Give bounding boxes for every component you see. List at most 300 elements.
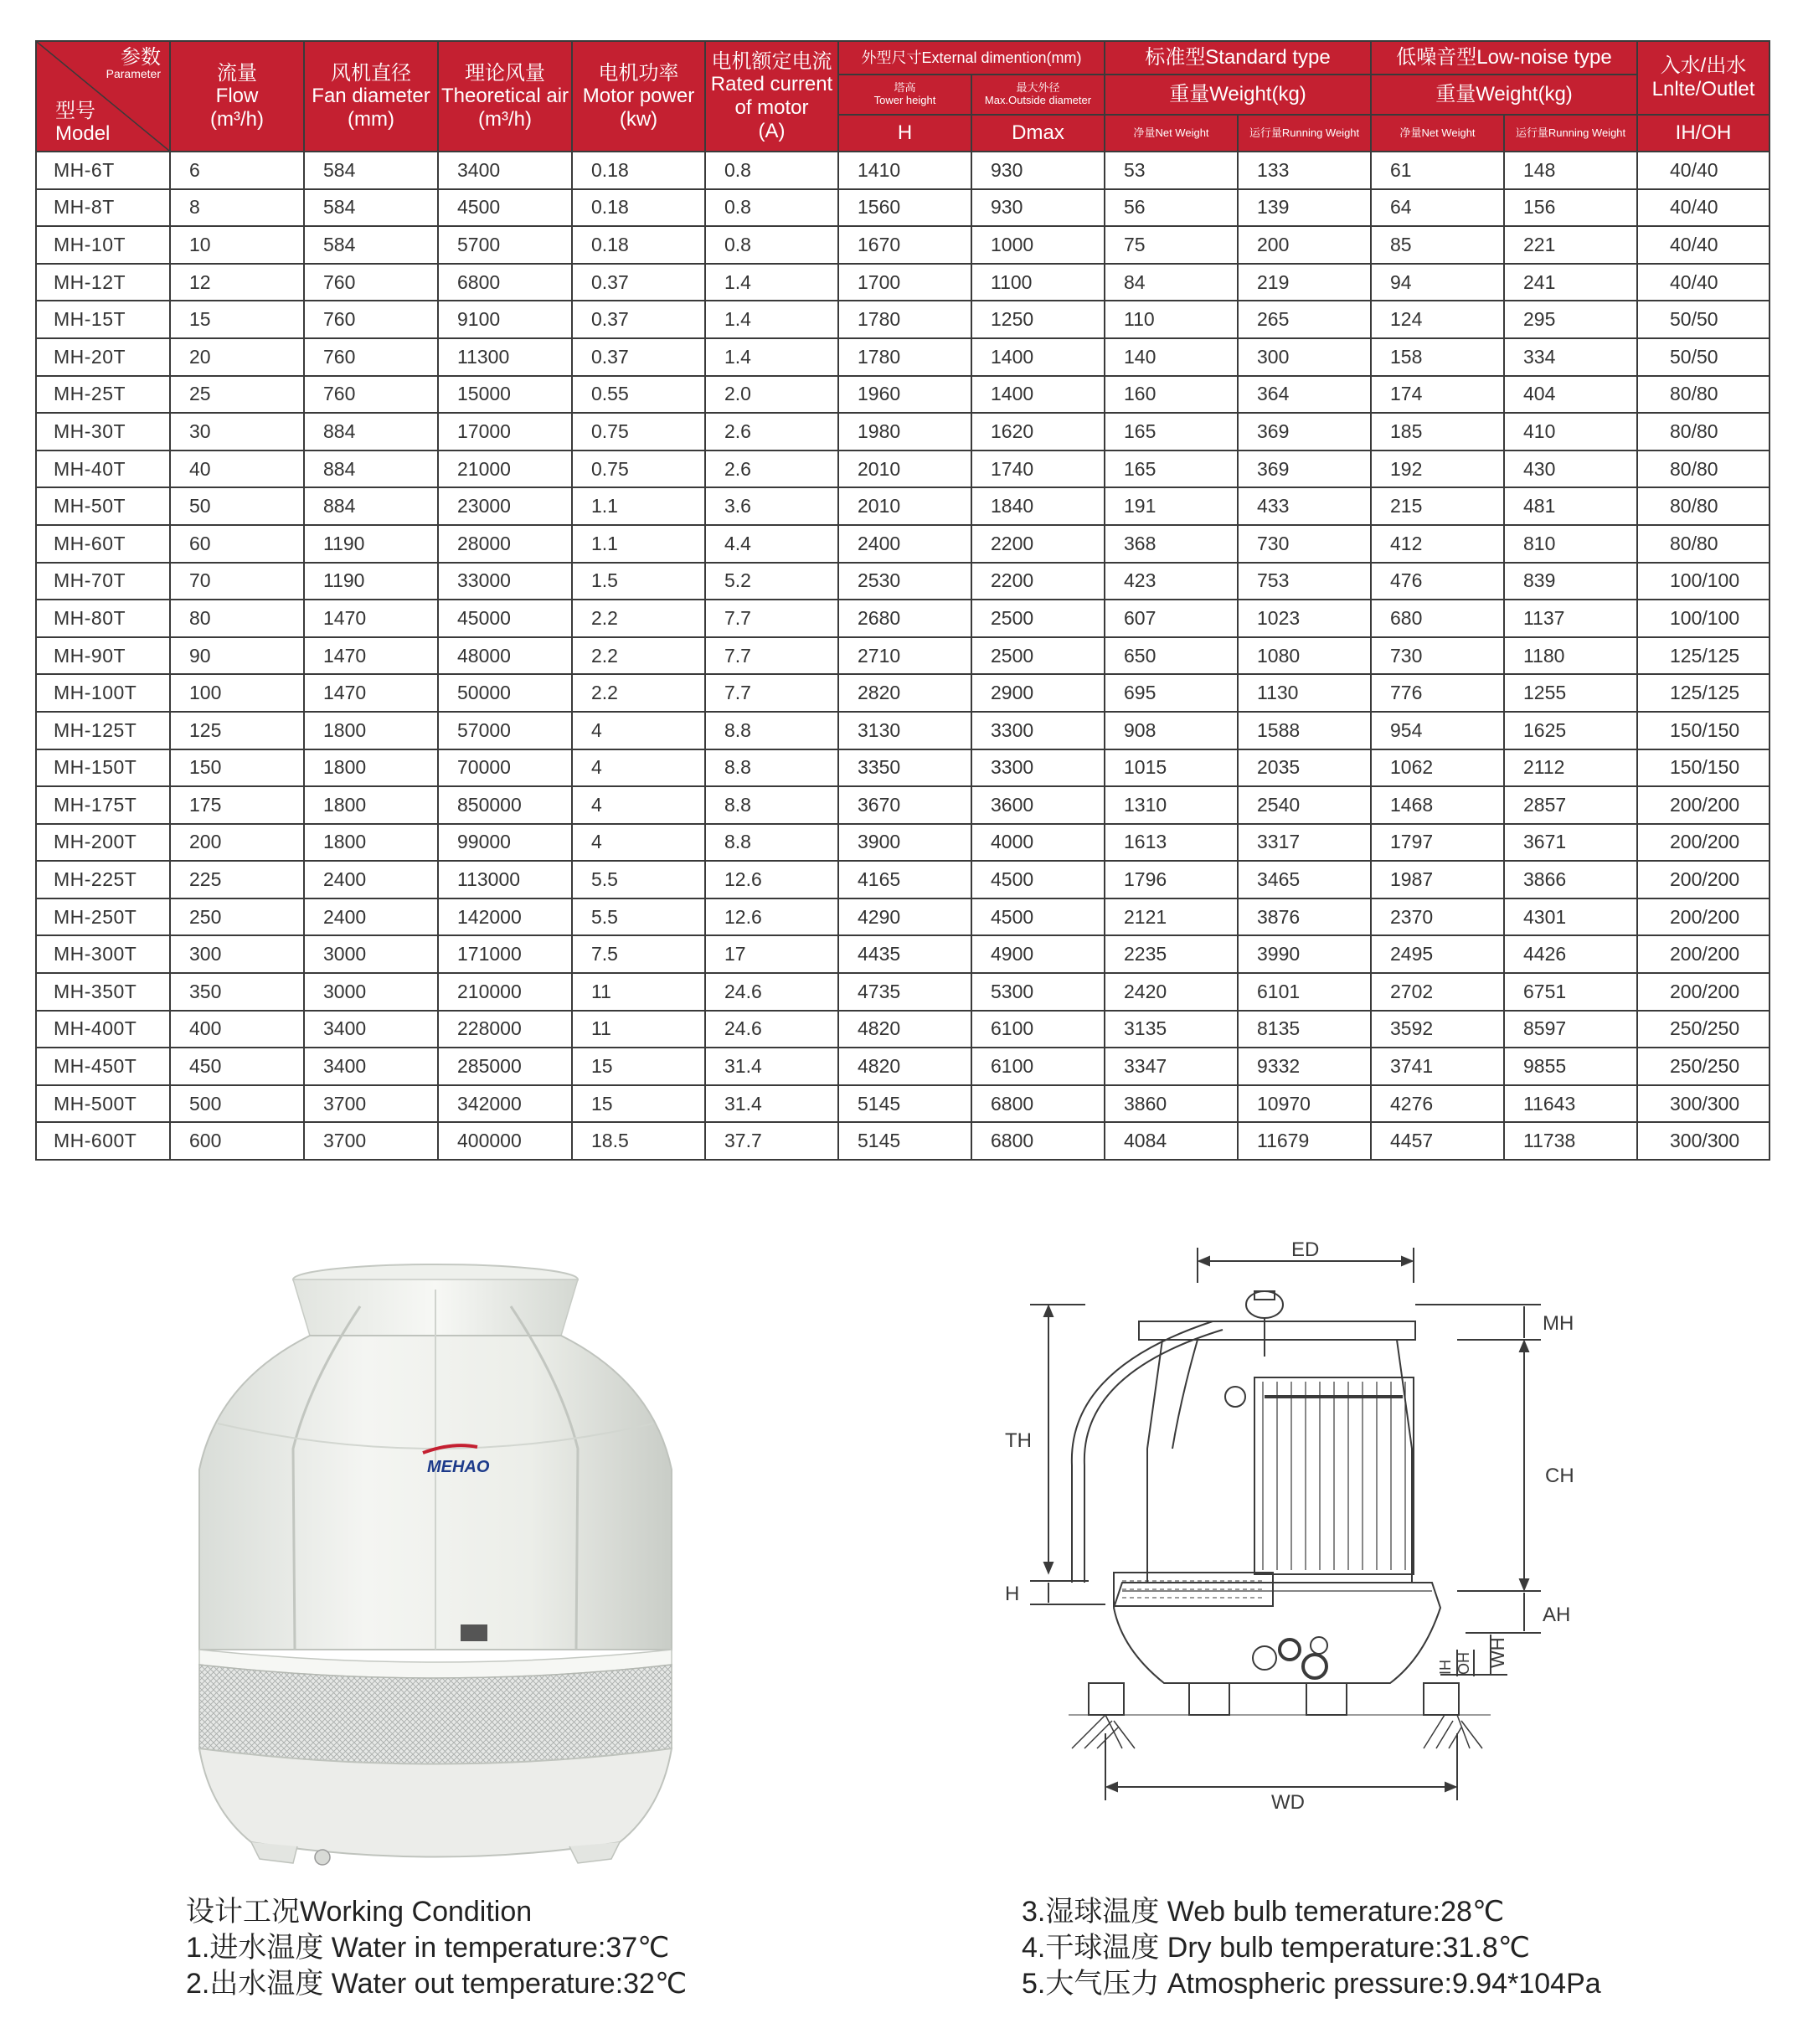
- cell-inlet-outlet: 250/250: [1637, 1048, 1770, 1085]
- cell-low-net-weight: 730: [1371, 637, 1504, 675]
- working-condition-left: [186, 1894, 687, 2002]
- cell-tower-height: 1560: [838, 189, 971, 227]
- cell-tower-height: 1780: [838, 338, 971, 376]
- cell-std-running-weight: 3990: [1238, 935, 1371, 973]
- cell-inlet-outlet: 80/80: [1637, 413, 1770, 451]
- cell-fan-diameter: 760: [304, 264, 438, 301]
- cell-std-running-weight: 1130: [1238, 674, 1371, 712]
- cell-rated-current: 8.8: [705, 786, 838, 824]
- cell-inlet-outlet: 200/200: [1637, 861, 1770, 898]
- cell-model: MH-300T: [36, 935, 170, 973]
- header-fan-diameter: 风机直径 Fan diameter (mm): [304, 41, 438, 152]
- cell-flow: 50: [170, 487, 304, 525]
- cell-max-diameter: 1400: [971, 338, 1105, 376]
- cell-tower-height: 4435: [838, 935, 971, 973]
- cell-fan-diameter: 884: [304, 451, 438, 488]
- cell-motor-power: 0.18: [572, 189, 705, 227]
- condition-item: 1.进水温度 Water in temperature:37℃: [186, 1932, 670, 1964]
- table-row: [36, 152, 1770, 189]
- cell-motor-power: 4: [572, 824, 705, 862]
- cell-max-diameter: 930: [971, 152, 1105, 189]
- cell-inlet-outlet: 80/80: [1637, 525, 1770, 563]
- cell-rated-current: 2.6: [705, 413, 838, 451]
- header-h-symbol: H: [838, 115, 971, 152]
- cell-motor-power: 0.75: [572, 413, 705, 451]
- cell-flow: 12: [170, 264, 304, 301]
- cell-model: MH-8T: [36, 189, 170, 227]
- table-row: [36, 637, 1770, 675]
- cell-fan-diameter: 2400: [304, 898, 438, 936]
- cell-flow: 8: [170, 189, 304, 227]
- cell-rated-current: 24.6: [705, 973, 838, 1011]
- cell-std-net-weight: 1796: [1105, 861, 1238, 898]
- table-row: [36, 973, 1770, 1011]
- table-row: [36, 301, 1770, 338]
- cell-theoretical-air: 23000: [438, 487, 572, 525]
- cell-rated-current: 31.4: [705, 1048, 838, 1085]
- condition-item: 2.出水温度 Water out temperature:32℃: [186, 1968, 688, 2000]
- header-param-model: [36, 41, 170, 152]
- svg-text:MEHAO: MEHAO: [427, 1458, 490, 1476]
- cell-model: MH-6T: [36, 152, 170, 189]
- cell-motor-power: 15: [572, 1085, 705, 1123]
- cell-theoretical-air: 4500: [438, 189, 572, 227]
- cell-motor-power: 0.55: [572, 376, 705, 414]
- cell-std-net-weight: 607: [1105, 600, 1238, 637]
- cell-low-running-weight: 148: [1504, 152, 1637, 189]
- cell-rated-current: 7.7: [705, 637, 838, 675]
- cell-low-net-weight: 185: [1371, 413, 1504, 451]
- cell-tower-height: 2820: [838, 674, 971, 712]
- cell-low-running-weight: 156: [1504, 189, 1637, 227]
- cell-std-running-weight: 3465: [1238, 861, 1371, 898]
- cell-inlet-outlet: 200/200: [1637, 973, 1770, 1011]
- cell-motor-power: 0.18: [572, 152, 705, 189]
- cell-max-diameter: 4500: [971, 898, 1105, 936]
- cell-theoretical-air: 342000: [438, 1085, 572, 1123]
- cell-rated-current: 1.4: [705, 264, 838, 301]
- cell-tower-height: 4820: [838, 1011, 971, 1048]
- header-inlet-outlet: 入水/出水 Lnlte/Outlet: [1637, 41, 1770, 115]
- air-inlet-mesh: [199, 1665, 672, 1764]
- header-motor-power: 电机功率 Motor power (kw): [572, 41, 705, 152]
- cell-theoretical-air: 21000: [438, 451, 572, 488]
- cell-std-net-weight: 1310: [1105, 786, 1238, 824]
- cell-theoretical-air: 33000: [438, 563, 572, 600]
- cell-tower-height: 4820: [838, 1048, 971, 1085]
- condition-item: 4.干球温度 Dry bulb temperature:31.8℃: [1022, 1932, 1530, 1964]
- cell-low-net-weight: 174: [1371, 376, 1504, 414]
- cell-max-diameter: 1400: [971, 376, 1105, 414]
- cell-std-running-weight: 133: [1238, 152, 1371, 189]
- cell-motor-power: 2.2: [572, 674, 705, 712]
- cell-std-net-weight: 84: [1105, 264, 1238, 301]
- cell-flow: 90: [170, 637, 304, 675]
- cell-fan-diameter: 760: [304, 338, 438, 376]
- cell-std-running-weight: 3317: [1238, 824, 1371, 862]
- cell-max-diameter: 2900: [971, 674, 1105, 712]
- cell-rated-current: 31.4: [705, 1085, 838, 1123]
- cell-std-running-weight: 10970: [1238, 1085, 1371, 1123]
- cell-theoretical-air: 850000: [438, 786, 572, 824]
- cell-tower-height: 4165: [838, 861, 971, 898]
- cell-inlet-outlet: 125/125: [1637, 674, 1770, 712]
- cell-rated-current: 0.8: [705, 226, 838, 264]
- cell-low-net-weight: 412: [1371, 525, 1504, 563]
- cell-flow: 400: [170, 1011, 304, 1048]
- cell-rated-current: 12.6: [705, 898, 838, 936]
- cell-rated-current: 12.6: [705, 861, 838, 898]
- cell-low-running-weight: 2857: [1504, 786, 1637, 824]
- cell-rated-current: 17: [705, 935, 838, 973]
- cell-flow: 6: [170, 152, 304, 189]
- table-row: [36, 749, 1770, 787]
- cell-inlet-outlet: 200/200: [1637, 935, 1770, 973]
- table-row: [36, 600, 1770, 637]
- cell-model: MH-70T: [36, 563, 170, 600]
- table-row: [36, 1011, 1770, 1048]
- cell-max-diameter: 1250: [971, 301, 1105, 338]
- cell-std-net-weight: 1015: [1105, 749, 1238, 787]
- cell-low-running-weight: 241: [1504, 264, 1637, 301]
- cell-low-net-weight: 1468: [1371, 786, 1504, 824]
- cell-low-net-weight: 1062: [1371, 749, 1504, 787]
- cell-model: MH-350T: [36, 973, 170, 1011]
- table-header: [36, 41, 1770, 152]
- cell-std-running-weight: 369: [1238, 451, 1371, 488]
- cell-model: MH-150T: [36, 749, 170, 787]
- header-dmax-symbol: Dmax: [971, 115, 1105, 152]
- cell-fan-diameter: 884: [304, 487, 438, 525]
- param-label: 参数 Parameter: [106, 46, 161, 81]
- cell-fan-diameter: 760: [304, 376, 438, 414]
- cell-low-running-weight: 3671: [1504, 824, 1637, 862]
- cell-rated-current: 7.7: [705, 600, 838, 637]
- cell-model: MH-40T: [36, 451, 170, 488]
- cell-fan-diameter: 584: [304, 226, 438, 264]
- cell-model: MH-10T: [36, 226, 170, 264]
- cell-rated-current: 8.8: [705, 712, 838, 749]
- header-theoretical-air: 理论风量 Theoretical air (m³/h): [438, 41, 572, 152]
- cell-std-running-weight: 1588: [1238, 712, 1371, 749]
- cell-low-net-weight: 2370: [1371, 898, 1504, 936]
- cell-motor-power: 0.18: [572, 226, 705, 264]
- cell-tower-height: 1780: [838, 301, 971, 338]
- cell-theoretical-air: 50000: [438, 674, 572, 712]
- cell-std-net-weight: 908: [1105, 712, 1238, 749]
- cell-flow: 150: [170, 749, 304, 787]
- cell-rated-current: 2.0: [705, 376, 838, 414]
- cell-flow: 350: [170, 973, 304, 1011]
- cell-fan-diameter: 584: [304, 152, 438, 189]
- cell-tower-height: 2010: [838, 487, 971, 525]
- cell-std-running-weight: 200: [1238, 226, 1371, 264]
- label-th: TH: [1005, 1429, 1032, 1452]
- cell-inlet-outlet: 250/250: [1637, 1011, 1770, 1048]
- cell-max-diameter: 2200: [971, 563, 1105, 600]
- header-external-dimension: 外型尺寸External dimention(mm): [838, 41, 1105, 75]
- cell-std-net-weight: 3860: [1105, 1085, 1238, 1123]
- cell-std-running-weight: 8135: [1238, 1011, 1371, 1048]
- table-row: [36, 1122, 1770, 1160]
- cell-max-diameter: 1100: [971, 264, 1105, 301]
- cell-inlet-outlet: 50/50: [1637, 301, 1770, 338]
- cell-tower-height: 2010: [838, 451, 971, 488]
- cell-rated-current: 4.4: [705, 525, 838, 563]
- table-row: [36, 824, 1770, 862]
- table-row: [36, 898, 1770, 936]
- cell-fan-diameter: 1470: [304, 600, 438, 637]
- cell-fan-diameter: 3000: [304, 935, 438, 973]
- cell-low-running-weight: 1255: [1504, 674, 1637, 712]
- cell-tower-height: 4290: [838, 898, 971, 936]
- cell-theoretical-air: 57000: [438, 712, 572, 749]
- cell-flow: 25: [170, 376, 304, 414]
- cell-model: MH-100T: [36, 674, 170, 712]
- cell-low-net-weight: 61: [1371, 152, 1504, 189]
- cell-low-net-weight: 2495: [1371, 935, 1504, 973]
- cell-std-net-weight: 368: [1105, 525, 1238, 563]
- cell-motor-power: 0.37: [572, 301, 705, 338]
- cell-std-net-weight: 2420: [1105, 973, 1238, 1011]
- cell-max-diameter: 6100: [971, 1048, 1105, 1085]
- table-row: [36, 487, 1770, 525]
- cell-theoretical-air: 171000: [438, 935, 572, 973]
- cell-flow: 600: [170, 1122, 304, 1160]
- cell-inlet-outlet: 40/40: [1637, 189, 1770, 227]
- cell-flow: 70: [170, 563, 304, 600]
- cell-inlet-outlet: 40/40: [1637, 264, 1770, 301]
- cell-std-net-weight: 1613: [1105, 824, 1238, 862]
- cell-low-running-weight: 8597: [1504, 1011, 1637, 1048]
- cell-theoretical-air: 15000: [438, 376, 572, 414]
- cell-std-net-weight: 140: [1105, 338, 1238, 376]
- cell-model: MH-600T: [36, 1122, 170, 1160]
- nameplate-icon: [461, 1624, 487, 1641]
- cell-std-running-weight: 9332: [1238, 1048, 1371, 1085]
- cell-tower-height: 5145: [838, 1122, 971, 1160]
- cell-low-running-weight: 839: [1504, 563, 1637, 600]
- cell-tower-height: 5145: [838, 1085, 971, 1123]
- table-row: [36, 1048, 1770, 1085]
- cell-model: MH-200T: [36, 824, 170, 862]
- cell-low-running-weight: 1625: [1504, 712, 1637, 749]
- cell-std-running-weight: 1080: [1238, 637, 1371, 675]
- label-ih: IH: [1437, 1660, 1454, 1675]
- cell-max-diameter: 6800: [971, 1122, 1105, 1160]
- cell-rated-current: 1.4: [705, 338, 838, 376]
- cell-motor-power: 0.75: [572, 451, 705, 488]
- cell-flow: 450: [170, 1048, 304, 1085]
- cell-motor-power: 0.37: [572, 338, 705, 376]
- table-row: [36, 861, 1770, 898]
- cell-low-net-weight: 158: [1371, 338, 1504, 376]
- cell-motor-power: 2.2: [572, 637, 705, 675]
- cell-std-running-weight: 433: [1238, 487, 1371, 525]
- cell-rated-current: 0.8: [705, 152, 838, 189]
- cell-flow: 30: [170, 413, 304, 451]
- cell-low-net-weight: 94: [1371, 264, 1504, 301]
- cell-inlet-outlet: 200/200: [1637, 786, 1770, 824]
- cell-low-net-weight: 954: [1371, 712, 1504, 749]
- cell-std-running-weight: 11679: [1238, 1122, 1371, 1160]
- cell-inlet-outlet: 100/100: [1637, 563, 1770, 600]
- cell-std-running-weight: 1023: [1238, 600, 1371, 637]
- cell-motor-power: 15: [572, 1048, 705, 1085]
- cell-max-diameter: 2500: [971, 600, 1105, 637]
- table-row: [36, 264, 1770, 301]
- cell-max-diameter: 930: [971, 189, 1105, 227]
- cell-theoretical-air: 6800: [438, 264, 572, 301]
- table-row: [36, 376, 1770, 414]
- cell-fan-diameter: 1470: [304, 637, 438, 675]
- cell-inlet-outlet: 40/40: [1637, 226, 1770, 264]
- label-oh: OH: [1455, 1652, 1472, 1675]
- cell-motor-power: 0.37: [572, 264, 705, 301]
- cell-inlet-outlet: 300/300: [1637, 1085, 1770, 1123]
- cell-low-running-weight: 9855: [1504, 1048, 1637, 1085]
- cell-low-net-weight: 3592: [1371, 1011, 1504, 1048]
- cell-low-net-weight: 4457: [1371, 1122, 1504, 1160]
- cell-low-running-weight: 2112: [1504, 749, 1637, 787]
- cell-max-diameter: 6800: [971, 1085, 1105, 1123]
- cell-model: MH-20T: [36, 338, 170, 376]
- table-row: [36, 189, 1770, 227]
- label-wd: WD: [1271, 1791, 1305, 1814]
- cell-fan-diameter: 3400: [304, 1011, 438, 1048]
- cell-theoretical-air: 17000: [438, 413, 572, 451]
- cell-flow: 225: [170, 861, 304, 898]
- table-row: [36, 226, 1770, 264]
- cell-rated-current: 1.4: [705, 301, 838, 338]
- cell-std-net-weight: 165: [1105, 413, 1238, 451]
- cell-low-net-weight: 2702: [1371, 973, 1504, 1011]
- table-row: [36, 563, 1770, 600]
- cell-motor-power: 4: [572, 712, 705, 749]
- cell-inlet-outlet: 150/150: [1637, 749, 1770, 787]
- cell-low-net-weight: 215: [1371, 487, 1504, 525]
- cell-flow: 500: [170, 1085, 304, 1123]
- cell-fan-diameter: 3700: [304, 1085, 438, 1123]
- cell-model: MH-50T: [36, 487, 170, 525]
- header-std-net-weight: 净量Net Weight: [1105, 115, 1238, 152]
- cell-low-net-weight: 85: [1371, 226, 1504, 264]
- cell-motor-power: 5.5: [572, 898, 705, 936]
- cell-fan-diameter: 1470: [304, 674, 438, 712]
- table-row: [36, 1085, 1770, 1123]
- cell-theoretical-air: 5700: [438, 226, 572, 264]
- cell-flow: 10: [170, 226, 304, 264]
- table-row: [36, 935, 1770, 973]
- cell-std-net-weight: 2235: [1105, 935, 1238, 973]
- cell-low-running-weight: 810: [1504, 525, 1637, 563]
- cell-low-net-weight: 3741: [1371, 1048, 1504, 1085]
- condition-item: 3.湿球温度 Web bulb temerature:28℃: [1022, 1896, 1505, 1928]
- cell-low-net-weight: 192: [1371, 451, 1504, 488]
- cell-low-running-weight: 3866: [1504, 861, 1637, 898]
- cell-model: MH-450T: [36, 1048, 170, 1085]
- cell-motor-power: 5.5: [572, 861, 705, 898]
- cell-tower-height: 1960: [838, 376, 971, 414]
- cell-low-running-weight: 1137: [1504, 600, 1637, 637]
- cell-std-running-weight: 300: [1238, 338, 1371, 376]
- cell-motor-power: 7.5: [572, 935, 705, 973]
- cell-theoretical-air: 113000: [438, 861, 572, 898]
- cell-model: MH-500T: [36, 1085, 170, 1123]
- cell-std-net-weight: 2121: [1105, 898, 1238, 936]
- condition-item: 5.大气压力 Atmospheric pressure:9.94*104Pa: [1022, 1968, 1601, 2000]
- cell-model: MH-175T: [36, 786, 170, 824]
- cell-rated-current: 24.6: [705, 1011, 838, 1048]
- cell-motor-power: 11: [572, 973, 705, 1011]
- cell-theoretical-air: 285000: [438, 1048, 572, 1085]
- cell-low-running-weight: 6751: [1504, 973, 1637, 1011]
- cell-std-running-weight: 6101: [1238, 973, 1371, 1011]
- cell-std-net-weight: 53: [1105, 152, 1238, 189]
- cell-model: MH-15T: [36, 301, 170, 338]
- header-ih-oh-symbol: IH/OH: [1637, 115, 1770, 152]
- cell-tower-height: 2710: [838, 637, 971, 675]
- cell-std-net-weight: 56: [1105, 189, 1238, 227]
- cell-model: MH-90T: [36, 637, 170, 675]
- cell-flow: 200: [170, 824, 304, 862]
- cell-flow: 175: [170, 786, 304, 824]
- spec-table: [35, 40, 1770, 1161]
- cell-fan-diameter: 3000: [304, 973, 438, 1011]
- cell-theoretical-air: 99000: [438, 824, 572, 862]
- cell-low-running-weight: 4301: [1504, 898, 1637, 936]
- cell-std-net-weight: 423: [1105, 563, 1238, 600]
- table-row: [36, 413, 1770, 451]
- cell-inlet-outlet: 100/100: [1637, 600, 1770, 637]
- cell-max-diameter: 2500: [971, 637, 1105, 675]
- cell-std-net-weight: 165: [1105, 451, 1238, 488]
- cell-max-diameter: 3300: [971, 712, 1105, 749]
- cell-model: MH-80T: [36, 600, 170, 637]
- header-tower-height: 塔高 Tower height: [838, 75, 971, 115]
- cell-flow: 15: [170, 301, 304, 338]
- cell-max-diameter: 2200: [971, 525, 1105, 563]
- label-mh: MH: [1543, 1312, 1574, 1335]
- cell-tower-height: 1980: [838, 413, 971, 451]
- cell-low-running-weight: 4426: [1504, 935, 1637, 973]
- cell-std-running-weight: 139: [1238, 189, 1371, 227]
- cell-motor-power: 1.5: [572, 563, 705, 600]
- cell-theoretical-air: 45000: [438, 600, 572, 637]
- cell-theoretical-air: 142000: [438, 898, 572, 936]
- cell-fan-diameter: 3400: [304, 1048, 438, 1085]
- cell-low-running-weight: 334: [1504, 338, 1637, 376]
- header-low-net-weight: 净量Net Weight: [1371, 115, 1504, 152]
- header-rated-current: 电机额定电流 Rated current of motor (A): [705, 41, 838, 152]
- cell-theoretical-air: 70000: [438, 749, 572, 787]
- cell-std-running-weight: 3876: [1238, 898, 1371, 936]
- cell-std-net-weight: 4084: [1105, 1122, 1238, 1160]
- cell-tower-height: 2400: [838, 525, 971, 563]
- cell-model: MH-60T: [36, 525, 170, 563]
- cell-rated-current: 0.8: [705, 189, 838, 227]
- table-row: [36, 525, 1770, 563]
- cell-max-diameter: 1740: [971, 451, 1105, 488]
- cell-flow: 80: [170, 600, 304, 637]
- cell-low-running-weight: 295: [1504, 301, 1637, 338]
- cell-low-net-weight: 776: [1371, 674, 1504, 712]
- cell-fan-diameter: 884: [304, 413, 438, 451]
- cell-inlet-outlet: 125/125: [1637, 637, 1770, 675]
- cell-low-net-weight: 64: [1371, 189, 1504, 227]
- cell-std-net-weight: 695: [1105, 674, 1238, 712]
- cell-fan-diameter: 1800: [304, 712, 438, 749]
